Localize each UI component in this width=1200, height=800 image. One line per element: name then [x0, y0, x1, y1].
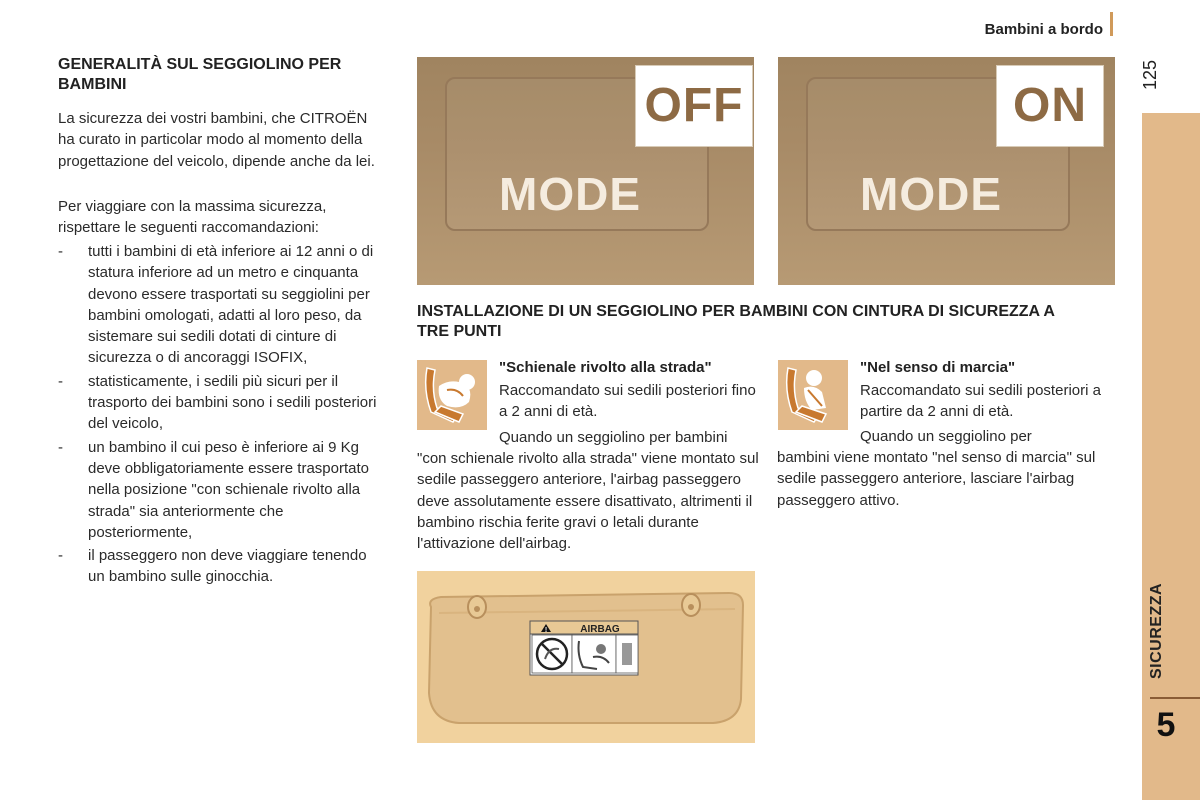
airbag-label: AIRBAG: [580, 624, 620, 635]
recommendation-list: [58, 241, 386, 590]
list-item-text: un bambino il cui peso è inferiore ai 9 Kg deve obbligatoriamente essere trasportato nella posizione "con schienale rivolto alla strada" sia anteriormente che posteriormente,: [88, 438, 370, 541]
sun-visor-illustration: [417, 571, 755, 743]
chapter-title: SICUREZZA: [1148, 582, 1165, 680]
list-item: [58, 437, 386, 543]
chapter-rule: [1150, 697, 1200, 699]
rear-facing-title: "Schienale rivolto alla strada": [499, 359, 712, 376]
list-item-text: statisticamente, i sedili più sicuri per il trasporto dei bambini sono i sedili posteriori del veicolo,: [88, 372, 377, 433]
off-label: OFF: [644, 79, 744, 132]
rear-facing-recommendation: Raccomandato sui sedili posteriori fino a 2 anni di età.: [499, 382, 756, 421]
on-label-box: [996, 65, 1104, 147]
header-rule: [1110, 12, 1113, 36]
list-item: [58, 545, 386, 588]
section-title-installazione: INSTALLAZIONE DI UN SEGGIOLINO PER BAMBINI CON CINTURA DI SICUREZZA A TRE PUNTI: [417, 303, 1055, 340]
intro-paragraph: La sicurezza dei vostri bambini, che CITROËN ha curato in particolar modo al momento della progettazione del veicolo, dipende anche da lei.: [58, 110, 375, 170]
dash-bullet: -: [58, 243, 63, 260]
chapter-number: 5: [1156, 706, 1176, 744]
intro-paragraph-2: Per viaggiare con la massima sicurezza, rispettare le seguenti raccomandazioni:: [58, 198, 327, 237]
list-item-text: tutti i bambini di età inferiore ai 12 anni o di statura inferiore ad un metro e cinquanta devono essere trasportati su seggiolini per bambini omologati, adatti al loro peso, da sistemare sui sedili dotati di cinture di sicurezza o di ancoraggi ISOFIX,: [88, 243, 374, 367]
forward-facing-desc: bambini viene montato "nel senso di marcia" sul sedile passeggero anteriore, lasciare l'airbag passeggero attivo.: [777, 449, 1096, 509]
rear-facing-seat-icon: [417, 360, 487, 430]
forward-facing-title: "Nel senso di marcia": [860, 359, 1016, 376]
mode-label: MODE: [860, 168, 1002, 220]
airbag-on-switch-illustration: [778, 57, 1115, 285]
mode-label: MODE: [499, 168, 641, 220]
warning-mark: !: [544, 627, 548, 634]
list-item: [58, 241, 386, 369]
rear-facing-desc: "con schienale rivolto alla strada" viene montato sul sedile passeggero anteriore, l'airbag passeggero deve assolutamente essere disattivato, altrimenti il bambino rischia ferite gravi o letali durante l'attivazione dell'airbag.: [417, 450, 759, 553]
page-number: 125: [1140, 59, 1160, 91]
on-label: ON: [1013, 79, 1087, 132]
forward-facing-recommendation: Raccomandato sui sedili posteriori a partire da 2 anni di età.: [860, 382, 1101, 421]
airbag-off-switch-illustration: [417, 57, 754, 285]
list-item-text: il passeggero non deve viaggiare tenendo un bambino sulle ginocchia.: [88, 547, 367, 586]
running-head: Bambini a bordo: [984, 21, 1103, 38]
rear-facing-desc-start: Quando un seggiolino per bambini: [499, 429, 728, 446]
forward-facing-desc-start: Quando un seggiolino per: [860, 428, 1032, 445]
forward-facing-seat-icon: [778, 360, 848, 430]
dash-bullet: -: [58, 547, 63, 565]
section-title-generalita: GENERALITÀ SUL SEGGIOLINO PER BAMBINI: [58, 56, 342, 93]
off-label-box: [635, 65, 753, 147]
list-item: [58, 371, 386, 435]
dash-bullet: -: [58, 372, 63, 390]
dash-bullet: -: [58, 438, 63, 456]
